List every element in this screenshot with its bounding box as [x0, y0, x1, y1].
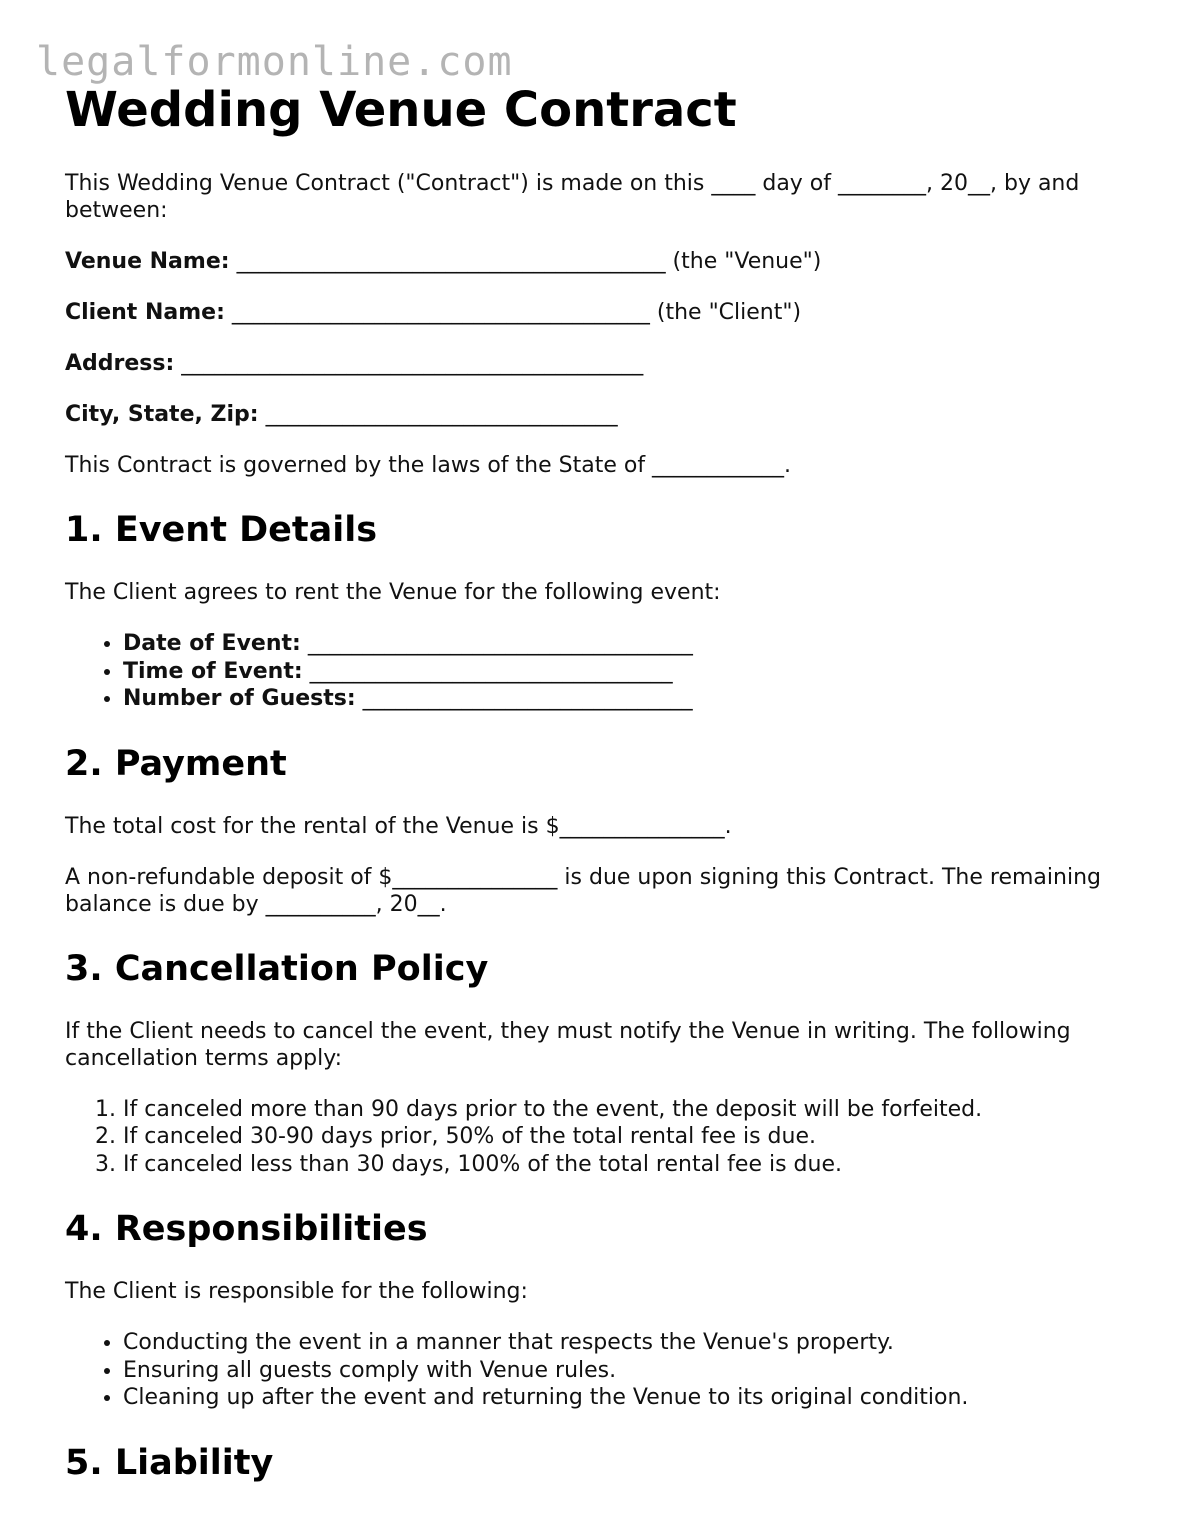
- liability-heading: 5. Liability: [65, 1442, 274, 1483]
- client-name-blank: ______________________________________ (the "Client"): [231, 300, 802, 325]
- list-item: • Ensuring all guests comply with Venue rules.: [123, 1357, 1125, 1385]
- client-name-label: Client Name:: [65, 300, 225, 325]
- city-state-zip-blank: ________________________________: [265, 402, 618, 427]
- time-of-event-blank: _________________________________: [309, 658, 673, 684]
- date-of-event-blank: ___________________________________: [307, 631, 693, 656]
- venue-name-blank: _______________________________________ (the "Venue"): [236, 249, 822, 274]
- responsibilities-intro: The Client is responsible for the following:: [65, 1279, 528, 1304]
- number-of-guests-blank: ______________________________: [362, 686, 693, 711]
- event-details-list: [65, 630, 1125, 713]
- list-item: 2. If canceled 30-90 days prior, 50% of the total rental fee is due.: [123, 1123, 1125, 1151]
- payment-heading: 2. Payment: [65, 743, 287, 784]
- payment-deposit-paragraph: A non-refundable deposit of $_______________ is due upon signing this Contract. The remaining balance is due by __________, 20__.: [65, 864, 1101, 917]
- intro-paragraph: This Wedding Venue Contract ("Contract") is made on this ____ day of ________, 20__, by and between:: [65, 171, 1080, 223]
- document-title: Wedding Venue Contract: [65, 82, 737, 138]
- watermark: legalformonline.com: [36, 39, 513, 85]
- city-state-zip-field: [65, 401, 1125, 428]
- client-name-field: [65, 299, 1125, 326]
- responsibilities-heading: 4. Responsibilities: [65, 1209, 428, 1249]
- venue-name-label: Venue Name:: [65, 249, 230, 274]
- list-item: 3. If canceled less than 30 days, 100% of the total rental fee is due.: [123, 1151, 1125, 1179]
- event-details-heading: 1. Event Details: [65, 510, 378, 550]
- list-item: 1. If canceled more than 90 days prior to the event, the deposit will be forfeited.: [123, 1096, 1125, 1124]
- payment-total-paragraph: The total cost for the rental of the Venue is $_______________.: [65, 813, 732, 839]
- list-item: • Cleaning up after the event and returning the Venue to its original condition.: [123, 1384, 1125, 1412]
- city-state-zip-label: City, State, Zip:: [65, 402, 259, 427]
- time-of-event-label: Time of Event:: [123, 658, 303, 684]
- cancellation-intro: If the Client needs to cancel the event, they must notify the Venue in writing. The following cancellation terms apply:: [65, 1018, 1071, 1071]
- address-field: [65, 350, 1125, 377]
- address-blank: __________________________________________: [181, 351, 644, 376]
- governing-law-paragraph: This Contract is governed by the laws of the State of ____________.: [65, 453, 792, 478]
- date-of-event-label: Date of Event:: [123, 631, 301, 656]
- cancellation-terms-list: [65, 1096, 1125, 1179]
- address-label: Address:: [65, 351, 175, 376]
- responsibilities-list: [65, 1329, 1125, 1412]
- document: [65, 82, 1125, 1512]
- event-details-intro: The Client agrees to rent the Venue for the following event:: [65, 580, 721, 605]
- list-item: [123, 658, 1125, 686]
- list-item: [123, 685, 1125, 713]
- venue-name-field: [65, 248, 1125, 275]
- list-item: • Conducting the event in a manner that respects the Venue's property.: [123, 1329, 1125, 1357]
- number-of-guests-label: Number of Guests:: [123, 686, 356, 711]
- list-item: [123, 630, 1125, 658]
- cancellation-heading: 3. Cancellation Policy: [65, 948, 489, 989]
